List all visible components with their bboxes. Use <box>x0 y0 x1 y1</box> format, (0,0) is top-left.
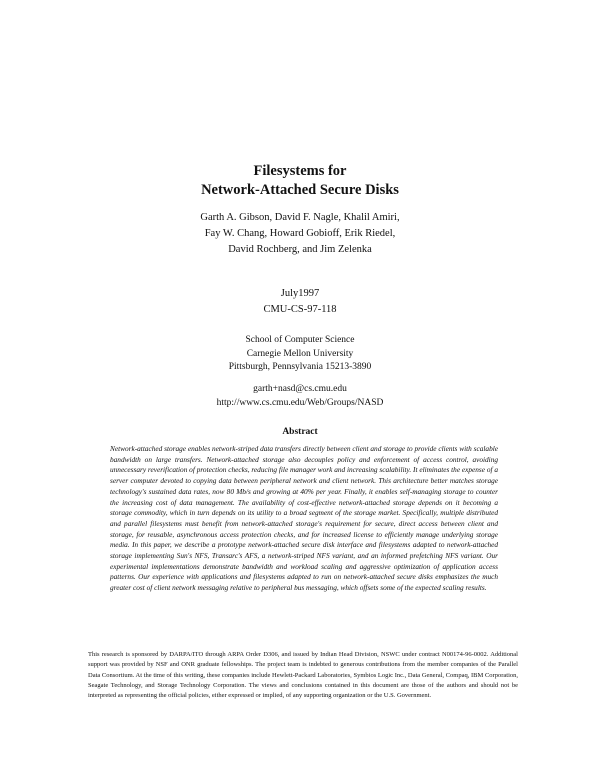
authors-line-2: Fay W. Chang, Howard Gobioff, Erik Riedel, <box>204 228 396 239</box>
contact-info <box>0 383 600 410</box>
affiliation-line-1: School of Computer Science <box>245 335 355 345</box>
title-line-2: Network-Attached Secure Disks <box>201 182 399 198</box>
report-number: CMU-CS-97-118 <box>263 304 337 315</box>
authors-line-1: Garth A. Gibson, David F. Nagle, Khalil Amiri, <box>200 212 400 223</box>
authors-line-3: David Rochberg, and Jim Zelenka <box>228 244 372 255</box>
contact-email: garth+nasd@cs.cmu.edu <box>253 384 347 394</box>
report-date: July1997 <box>280 288 320 299</box>
contact-url: http://www.cs.cmu.edu/Web/Groups/NASD <box>216 397 384 408</box>
author-list <box>0 210 600 258</box>
title-line-1: Filesystems for <box>253 163 347 179</box>
sponsorship-footnote: This research is sponsored by DARPA/ITO through ARPA Order D306, and issued by Indian Head Division, NSWC under contract N00174-96-0002. Additional support was provided by NSF and ONR graduate fellowships. The project team is indebted to generous contributions from the member companies of the Parallel Data Consortium. At the time of this writing, these companies include Hewlett-Packard Laboratories, Symbios Logic Inc., Data General, Compaq, IBM Corporation, Seagate Technology, and Storage Technology Corporation. The views and conclusions contained in this document are those of the authors and should not be interpreted as representing the official policies, either expressed or implied, of any supporting organization or the U.S. Government. <box>88 651 518 700</box>
affiliation-line-2: Carnegie Mellon University <box>246 348 354 359</box>
report-date-block <box>0 286 600 318</box>
paper-title <box>0 162 600 200</box>
affiliation <box>0 334 600 375</box>
affiliation-line-3: Pittsburgh, Pennsylvania 15213-3890 <box>228 362 372 373</box>
abstract-heading: Abstract <box>282 427 318 437</box>
abstract-text: Network-attached storage enables network-striped data transfers directly between client and storage to provide clients with scalable bandwidth on large transfers. Network-attached storage also decouples policy and enforcement of access control, avoiding unnecessary reverification of protection checks, reducing file manager work and increasing scalability. It eliminates the expense of a server computer devoted to copying data between peripheral network and client network. This architecture better matches storage technology's sustained data rates, now 80 Mb/s and growing at 40% per year. Finally, it enables self-managing storage to counter the increasing cost of data management. The availability of cost-effective network-attached storage depends on it becoming a storage commodity, which in turn depends on its utility to a broad segment of the storage market. Specifically, multiple distributed and parallel filesystems must benefit from network-attached storage's requirement for secure, direct access between client and storage, for reusable, asynchronous access protection checks, and for increased license to efficiently manage underlying storage media. In this paper, we describe a prototype network-attached secure disk interface and filesystems adapted to network-attached storage implementing Sun's NFS, Transarc's AFS, a network-striped NFS variant, and an informed prefetching NFS variant. Our experimental implementations demonstrate bandwidth and workload scaling and aggressive optimization of application access patterns. Our experience with applications and filesystems adapted to run on network-attached secure disks emphasizes the much greater cost of client network messaging relative to peripheral bus messaging, which offsets some of the expected scaling results. <box>110 444 498 593</box>
